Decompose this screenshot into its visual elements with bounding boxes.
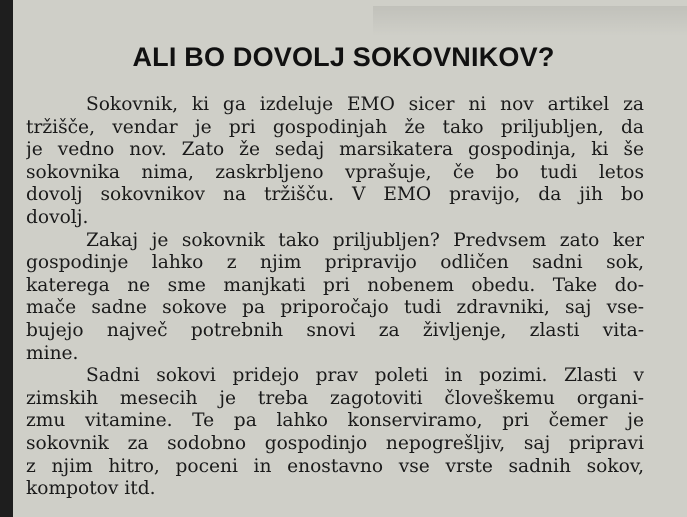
paragraph-1-line-2: tržišče, vendar je pri gospodinjah že tako priljubljen, da [26,116,644,138]
paragraph-3-line-6: kompotov itd. [26,478,156,500]
paragraph-1-line-6: dovolj. [26,206,89,228]
paragraph-2-line-2: gospodinje lahko z njim pripravijo odličen sadni sok, [26,252,644,274]
paragraph-3-line-4: sokovnik za sodobno gospodinjo nepogrešljiv, saj pripravi [26,432,644,454]
paragraph-3-line-3: zmu vitamine. Te pa lahko konserviramo, pri čemer je [26,410,644,432]
paragraph-1-line-3: je vedno nov. Zato že sedaj marsikatera gospodinja, ki še [26,139,644,161]
article-body [26,94,644,501]
paragraph-2-line-1: Zakaj je sokovnik tako priljubljen? Predvsem zato ker [86,229,644,251]
paragraph-2-line-3: katerega ne sme manjkati pri nobenem obedu. Take do- [26,274,644,296]
paragraph-2-line-5: bujejo največ potrebnih snovi za življenje, zlasti vita- [26,319,644,341]
article-headline: ALI BO DOVOLJ SOKOVNIKOV? [132,42,555,72]
paragraph-1-line-5: dovolj sokovnikov na tržišču. V EMO pravijo, da jih bo [26,184,644,206]
paragraph-2-line-4: mače sadne sokove pa priporočajo tudi zdravniki, saj vse- [26,297,644,319]
paragraph-3-line-1: Sadni sokovi pridejo prav poleti in pozimi. Zlasti v [86,365,644,387]
paragraph-3-line-2: zimskih mesecih je treba zagotoviti človeškemu organi- [26,387,644,409]
paragraph-1-line-1: Sokovnik, ki ga izdeluje EMO sicer ni nov artikel za [86,94,644,115]
paragraph-2-line-6: mine. [26,342,79,364]
page-gutter-bar [0,0,13,517]
paragraph-3-line-5: z njim hitro, poceni in enostavno vse vrste sadnih sokov, [26,455,644,477]
print-bleed-through [373,6,687,36]
paragraph-1-line-4: sokovnika nima, zaskrbljeno vprašuje, če bo tudi letos [26,161,644,183]
